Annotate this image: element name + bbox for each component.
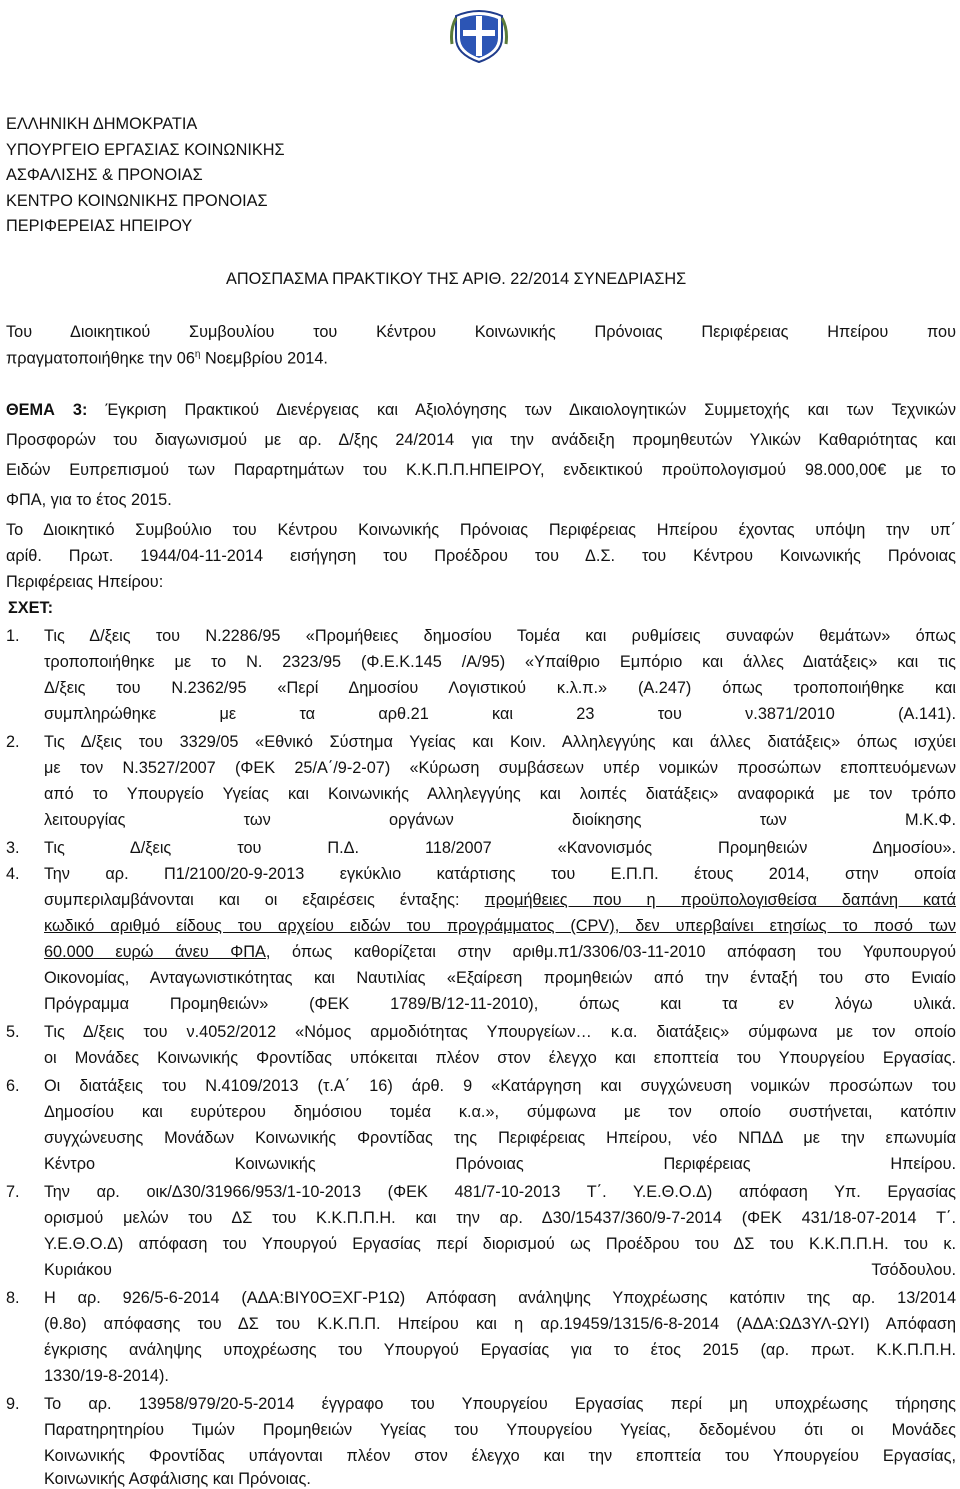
subject-line: ΦΠΑ, για το έτος 2015. [6, 491, 172, 509]
board-line: Περιφέρειας Ηπείρου: [6, 573, 164, 591]
item-number: 9. [6, 1395, 20, 1413]
subject-line: Ειδών Ευπρεπισμού των Παραρτημάτων του Κ.Κ.Π.Π.ΗΠΕΙΡΟΥ, ενδεικτικού προϋπολογισμού 98.000,00€ με το [6, 461, 956, 479]
subject-label: ΘΕΜΑ 3: [6, 401, 88, 419]
document-title: ΑΠΟΣΠΑΣΜΑ ΠΡΑΚΤΙΚΟΥ ΤΗΣ ΑΡΙΘ. 22/2014 ΣΥΝΕΔΡΙΑΣΗΣ [226, 270, 687, 288]
item-number: 6. [6, 1077, 20, 1095]
item-line: ορισμού μελών του ΔΣ του Κ.Κ.Π.Π.Η. και την αρ. Δ30/15437/360/9-7-2014 (ΦΕΚ 431/18-07-2014 Τ΄. [44, 1209, 956, 1227]
item-line: Παρατηρητηρίου Τιμών Προμηθειών Υγείας του Υπουργείου Υγείας, δεδομένου ότι οι Μονάδες [44, 1421, 956, 1439]
item-line: κωδικό αριθμό είδους του αρχείου ειδών του προγράμματος (CPV), δεν υπερβαίνει ετησίως το ποσό των [44, 917, 956, 935]
ordinal-suffix: η [194, 349, 201, 360]
item-number: 8. [6, 1289, 20, 1307]
item-number: 7. [6, 1183, 20, 1201]
item-line: Το αρ. 13958/979/20-5-2014 έγγραφο του Υπουργείου Εργασίας περί μη υποχρέωσης τήρησης [44, 1395, 956, 1413]
subject-text: Έγκριση Πρακτικού Διενέργειας και Αξιολόγησης των Δικαιολογητικών Συμμετοχής και των Τεχνικών [87, 401, 956, 419]
item-line: Δημοσίου και ευρύτερου δημόσιου τομέα κ.α.», σύμφωνα με τον οποίο συστήνεται, κατόπιν [44, 1103, 956, 1121]
item-line: Οικονομίας, Ανταγωνιστικότητας και Ναυτιλίας «Εξαίρεση προμηθειών από την ένταξή του στο Ενιαίο [44, 969, 956, 987]
header-line: ΚΕΝΤΡΟ ΚΟΙΝΩΝΙΚΗΣ ΠΡΟΝΟΙΑΣ [6, 191, 268, 210]
item-line: Δ/ξεις του Ν.2362/95 «Περί Δημοσίου Λογιστικού κ.λ.π.» (Α.247) όπως τροποποιήθηκε και [44, 679, 956, 697]
subject-line: Προσφορών του διαγωνισμού με αρ. Δ/ξης 24/2014 για την ανάδειξη προμηθευτών Υλικών Καθαριότητας και [6, 431, 956, 449]
intro-text: Νοεμβρίου 2014. [200, 349, 328, 368]
references-heading: ΣΧΕΤ: [8, 599, 54, 617]
item-line: Την αρ. οικ/Δ30/31966/953/1-10-2013 (ΦΕΚ 481/7-10-2013 Τ΄. Υ.Ε.Θ.Ο.Δ) απόφαση Υπ. Εργασίας [44, 1183, 956, 1201]
item-line: με τον Ν.3527/2007 (ΦΕΚ 25/Α΄/9-2-07) «Κύρωση συμβάσεων υπέρ νομικών προσώπων εποπτευόμενων [44, 759, 956, 777]
intro-line [6, 349, 328, 368]
item-line: Κυριάκου Τσόδουλου. [44, 1261, 956, 1279]
item-number: 1. [6, 627, 20, 645]
intro-line: Του Διοικητικού Συμβουλίου του Κέντρου Κοινωνικής Πρόνοιας Περιφέρειας Ηπείρου που [6, 323, 956, 341]
item-line: Κέντρο Κοινωνικής Πρόνοιας Περιφέρειας Ηπείρου. [44, 1155, 956, 1173]
item-line: 1330/19-8-2014). [44, 1367, 169, 1385]
item-line: Τις Δ/ξεις του ν.4052/2012 «Νόμος αρμοδιότητας Υπουργείων… κ.α. διατάξεις» σύμφωνα με τον οποίο [44, 1023, 956, 1041]
item-line: έγκρισης ανάληψης υποχρέωσης του Υπουργού Εργασίας για το έτος 2015 (αρ. πρωτ. Κ.Κ.Π.Π.Η. [44, 1341, 956, 1359]
header-line: ΥΠΟΥΡΓΕΙΟ ΕΡΓΑΣΙΑΣ ΚΟΙΝΩΝΙΚΗΣ [6, 140, 285, 159]
item-text: , όπως καθορίζεται στην αριθμ.π1/3306/03-11-2010 απόφαση του Υφυπουργού [265, 943, 956, 961]
item-line: (θ.8ο) απόφασης του ΔΣ του Κ.Κ.Π.Π. Ηπείρου και η αρ.19459/1315/6-8-2014 (ΑΔΑ:ΩΔ3ΥΛ-ΩΥΙ) Απόφαση [44, 1315, 956, 1333]
greek-coat-of-arms-icon [448, 4, 510, 64]
item-line: τροποποιήθηκε με το Ν. 2323/95 (Φ.Ε.Κ.145 /Α/95) «Υπαίθριο Εμπόριο και άλλες Διατάξεις» και τις [44, 653, 956, 671]
underlined-text: προμήθειες που η προϋπολογισθείσα δαπάνη κατά [484, 891, 956, 909]
issuer-header [6, 112, 285, 240]
item-number: 2. [6, 733, 20, 751]
item-line: από το Υπουργείο Υγείας και Κοινωνικής Αλληλεγγύης και λοιπές διατάξεις» αναφορικά με τον τρόπο [44, 785, 956, 803]
item-line: Η αρ. 926/5-6-2014 (ΑΔΑ:ΒΙΥ0ΟΞΧΓ-Ρ1Ω) Απόφαση ανάληψης Υποχρέωσης κατόπιν της αρ. 13/2014 [44, 1289, 956, 1307]
header-line: ΠΕΡΙΦΕΡΕΙΑΣ ΗΠΕΙΡΟΥ [6, 217, 193, 235]
item-line: οι Μονάδες Κοινωνικής Φροντίδας υπόκειται πλέον στον έλεγχο και εποπτεία του Υπουργείου Εργασίας. [44, 1049, 956, 1067]
item-line: Κοινωνικής Ασφάλισης και Πρόνοιας. [44, 1470, 311, 1488]
item-line: Τις Δ/ξεις του 3329/05 «Εθνικό Σύστημα Υγείας και Κοιν. Αλληλεγγύης και άλλες διατάξεις» όπως ισχύει [44, 733, 956, 751]
item-line: Οι διατάξεις του Ν.4109/2013 (τ.Α΄ 16) άρθ. 9 «Κατάργηση και συγχώνευση νομικών προσώπων του [44, 1077, 956, 1095]
item-number: 4. [6, 865, 20, 883]
item-line: Πρόγραμμα Προμηθειών» (ΦΕΚ 1789/Β/12-11-2010), όπως και τα εν λόγω υλικά. [44, 995, 956, 1013]
item-line: Κοινωνικής Φροντίδας υπάγονται πλέον στον έλεγχο και την εποπτεία του Υπουργείου Εργασίας, [44, 1447, 956, 1465]
board-line: αρίθ. Πρωτ. 1944/04-11-2014 εισήγηση του Προέδρου του Δ.Σ. του Κέντρου Κοινωνικής Πρόνοιας [6, 547, 956, 565]
item-line: συμπληρώθηκε με τα αρθ.21 και 23 του ν.3871/2010 (Α.141). [44, 705, 956, 723]
board-line: Το Διοικητικό Συμβούλιο του Κέντρου Κοινωνικής Πρόνοιας Περιφέρειας Ηπείρου έχοντας υπόψη την υπ΄ [6, 521, 956, 539]
intro-text: πραγματοποιήθηκε την 06 [6, 349, 195, 368]
header-line: ΕΛΛΗΝΙΚΗ ΔΗΜΟΚΡΑΤΙΑ [6, 115, 198, 133]
item-line [44, 943, 956, 969]
underlined-text: 60.000 ευρώ άνευ ΦΠΑ [44, 943, 266, 961]
item-line: Την αρ. Π1/2100/20-9-2013 εγκύκλιο κατάρτισης του Ε.Π.Π. έτους 2014, στην οποία [44, 865, 956, 883]
item-line: συγχώνευσης Μονάδων Κοινωνικής Φροντίδας της Περιφέρειας Ηπείρου, νέο ΝΠΔΔ με την επωνυμία [44, 1129, 956, 1147]
item-number: 3. [6, 839, 20, 857]
header-line: ΑΣΦΑΛΙΣΗΣ & ΠΡΟΝΟΙΑΣ [6, 166, 203, 184]
item-line: Τις Δ/ξεις του Π.Δ. 118/2007 «Κανονισμός Προμηθειών Δημοσίου». [44, 839, 956, 857]
subject-line [6, 401, 956, 427]
item-text: συμπεριλαμβάνονται και οι εξαιρέσεις ένταξης: [44, 891, 485, 909]
item-line: λειτουργίας των οργάνων διοίκησης των Μ.Κ.Φ. [44, 811, 956, 829]
item-line: Υ.Ε.Θ.Ο.Δ) απόφαση του Υπουργού Εργασίας περί διορισμού ως Προέδρου του ΔΣ του Κ.Κ.Π.Π.Η. του κ. [44, 1235, 956, 1253]
item-line [44, 891, 956, 917]
item-line: Τις Δ/ξεις του Ν.2286/95 «Προμήθειες δημοσίου Τομέα και ρυθμίσεις συναφών θεμάτων» όπως [44, 627, 956, 645]
item-number: 5. [6, 1023, 20, 1041]
